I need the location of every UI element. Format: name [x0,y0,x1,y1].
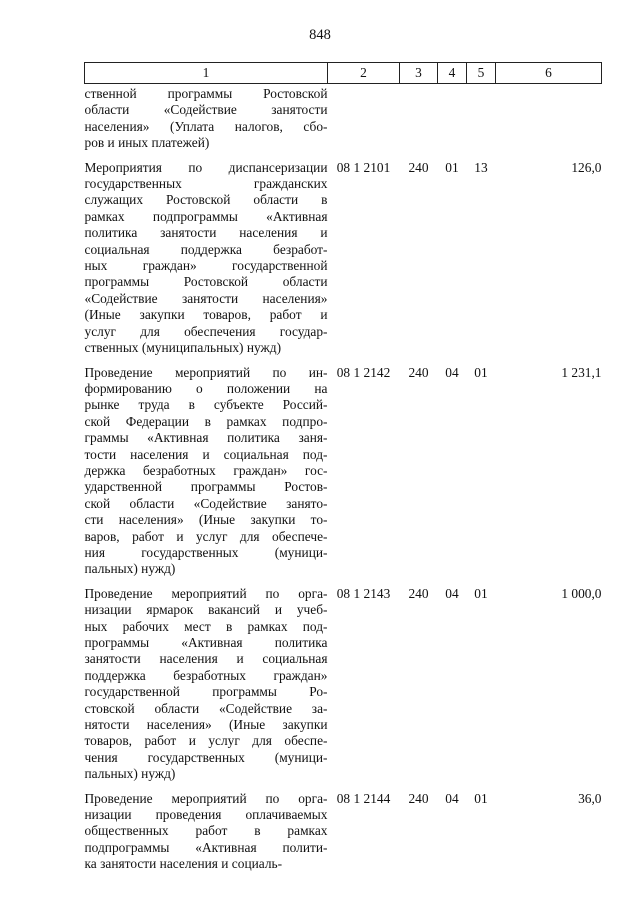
page-number: 848 [309,27,331,43]
amount-value: 1 000,0 [561,585,602,601]
description-line: государственной программы Ро- [84,684,328,700]
table-row [85,158,602,363]
section-code: 04 [445,790,459,806]
expense-type-code: 240 [408,159,429,175]
description-line: сти населения» (Иные закупки то- [84,512,328,528]
description-line: поддержка безработных граждан» [84,667,328,683]
section-code: 04 [445,585,459,601]
expense-type-code [400,84,438,158]
subsection-code [467,84,496,158]
description-line: ской области «Содействие занято- [84,495,328,511]
table-row [85,84,602,158]
description-line: рынке труда в субъекте Россий- [84,397,328,413]
column-header-sum: 6 [496,63,602,84]
target-article-code: 08 1 2142 [336,364,391,380]
budget-table [84,62,602,879]
description-line: служащих Ростовской области в [84,192,328,208]
table-body [85,84,602,879]
description-line: чения государственных (муници- [84,749,328,765]
description-line: ка занятости населения и социаль- [84,856,283,872]
column-header-code: 2 [328,63,400,84]
description-line: формированию о положении на [84,380,328,396]
description-line: держка безработных граждан» гос- [84,462,328,478]
expense-type-code: 240 [408,364,429,380]
table-row [85,363,602,584]
amount-value: 1 231,1 [561,364,602,380]
section-code [438,84,467,158]
description-line: тости населения и социальная под- [84,446,328,462]
description-line: ров и иных платежей) [84,135,210,151]
expense-type-code: 240 [408,585,429,601]
table-header-row [85,63,602,84]
description-line: нятости населения» (Иные закупки [84,717,328,733]
row-description [85,789,328,879]
description-line: «Содействие занятости населения» [84,290,328,306]
row-description [85,84,328,158]
section-code: 04 [445,364,459,380]
description-line: низации ярмарок вакансий и учеб- [84,602,328,618]
amount-value: 126,0 [571,159,602,175]
description-line: населения» (Уплата налогов, сбо- [84,118,328,134]
description-line: рамках подпрограммы «Активная [84,208,328,224]
description-line: Мероприятия по диспансеризации [84,159,328,175]
description-line: варов, работ и услуг для обеспече- [84,528,328,544]
description-line: ственной программы Ростовской [84,86,328,101]
description-line: стовской области «Содействие за- [84,700,328,716]
description-line: общественных работ в рамках [84,823,328,839]
description-line: области «Содействие занятости [84,102,328,118]
description-line: ных рабочих мест в рамках под- [84,618,328,634]
description-line: социальная поддержка безработ- [84,241,328,257]
column-header-rz: 4 [438,63,467,84]
description-line: Проведение мероприятий по ин- [84,364,328,380]
description-line: занятости населения и социальная [84,651,328,667]
expense-type-code: 240 [408,790,429,806]
description-line: государственных гражданских [84,176,328,192]
description-line: граммы «Активная политика заня- [84,430,328,446]
description-line: низации проведения оплачиваемых [84,807,328,823]
subsection-code: 01 [474,790,488,806]
description-line: ударственной программы Ростов- [84,479,328,495]
description-line: Проведение мероприятий по орга- [84,585,328,601]
column-header-pr: 5 [467,63,496,84]
amount-value: 36,0 [578,790,602,806]
description-line: программы «Активная политика [84,635,328,650]
description-line: подпрограммы «Активная полити- [84,839,328,855]
amount-value [496,84,602,158]
target-article-code [328,84,400,158]
description-line: ных граждан» государственной [84,258,328,274]
description-line: ния государственных (муници- [84,544,328,560]
target-article-code: 08 1 2144 [336,790,391,806]
description-line: пальных) нужд) [84,766,176,782]
row-description [85,363,328,584]
target-article-code: 08 1 2101 [336,159,391,175]
description-line: услуг для обеспечения государ- [84,323,328,339]
table-row [85,789,602,879]
target-article-code: 08 1 2143 [336,585,391,601]
row-description [85,584,328,789]
subsection-code: 13 [474,159,488,175]
description-line: товаров, работ и услуг для обеспе- [84,733,328,749]
description-line: программы Ростовской области [84,274,328,290]
row-description [85,158,328,363]
description-line: (Иные закупки товаров, работ и [84,307,328,323]
column-header-vr: 3 [400,63,438,84]
subsection-code: 01 [474,585,488,601]
column-header-name: 1 [85,63,328,84]
section-code: 01 [445,159,459,175]
description-line: ственных (муниципальных) нужд) [84,340,282,356]
description-line: ской Федерации в рамках подпро- [84,413,328,429]
table-row [85,584,602,789]
subsection-code: 01 [474,364,488,380]
description-line: политика занятости населения и [84,225,328,241]
description-line: Проведение мероприятий по орга- [84,790,328,806]
description-line: пальных) нужд) [84,561,176,577]
